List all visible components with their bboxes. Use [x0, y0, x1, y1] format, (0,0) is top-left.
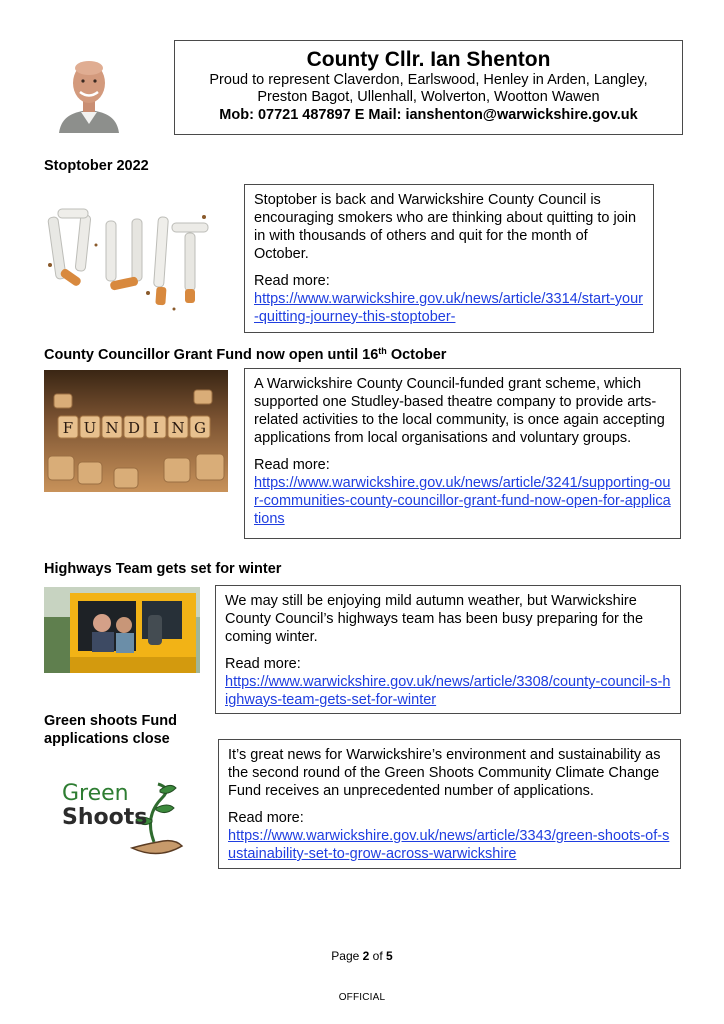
green-shoots-logo [58, 776, 190, 858]
svg-text:N: N [105, 419, 119, 437]
councillor-name: County Cllr. Ian Shenton [306, 48, 551, 71]
article-title-grant-fund: County Councillor Grant Fund now open until 16th October [44, 346, 447, 363]
article-body-stoptober: Stoptober is back and Warwickshire County Council is encouraging smokers who are thinking about quitting to join in with thousands of others and quit for the month of October. [254, 192, 637, 262]
article-link-green-shoots[interactable]: https://www.warwickshire.gov.uk/news/article/3343/green-shoots-of-sustainability-set-to-grow-across-warwickshire [228, 828, 670, 862]
article-body-grant-fund: A Warwickshire County Council-funded grant scheme, which supported one Studley-based theatre company to provide arts-related activities to the local community, is once again accepting applications from local organisations and voluntary groups. [254, 376, 665, 446]
article-title-green-shoots: Green shoots Fund applications close [44, 713, 177, 747]
logo-word-green: Green [62, 781, 129, 806]
article-box-green-shoots [218, 739, 681, 869]
wards-line-1: Proud to represent Claverdon, Earlswood, Henley in Arden, Langley, [209, 72, 648, 88]
svg-text:N: N [171, 419, 185, 437]
contact-details: Mob: 07721 487897 E Mail: ianshenton@warwickshire.gov.uk [219, 107, 638, 123]
article-box-grant-fund [244, 368, 681, 539]
read-more-label: Read more: [228, 810, 304, 826]
article-box-stoptober [244, 184, 654, 333]
funding-dice-image [44, 370, 228, 492]
wards-line-2: Preston Bagot, Ullenhall, Wolverton, Wootton Wawen [257, 89, 600, 105]
article-title-highways: Highways Team gets set for winter [44, 561, 282, 577]
svg-text:I: I [153, 419, 159, 437]
svg-text:D: D [127, 419, 141, 437]
article-body-green-shoots: It’s great news for Warwickshire’s environment and sustainability as the second round of the Green Shoots Community Climate Change Fund receives an unprecedented number of applications. [228, 747, 661, 799]
read-more-label: Read more: [254, 457, 330, 473]
councillor-header-box [174, 40, 683, 135]
article-link-stoptober[interactable]: https://www.warwickshire.gov.uk/news/article/3314/start-your-quitting-journey-this-stoptober- [254, 291, 643, 325]
classification-label: OFFICIAL [338, 992, 386, 1003]
read-more-label: Read more: [254, 273, 330, 289]
quit-cigarettes-image [44, 205, 216, 322]
read-more-label: Read more: [225, 656, 301, 672]
logo-word-shoots: Shoots [62, 805, 148, 830]
article-link-grant-fund[interactable]: https://www.warwickshire.gov.uk/news/article/3241/supporting-our-communities-county-councillor-grant-fund-now-open-for-applications [254, 475, 671, 527]
article-link-highways[interactable]: https://www.warwickshire.gov.uk/news/article/3308/county-council-s-highways-team-gets-set-for-winter [225, 674, 671, 708]
svg-text:U: U [83, 419, 97, 437]
article-box-highways [215, 585, 681, 714]
article-title-stoptober: Stoptober 2022 [44, 158, 149, 174]
svg-text:G: G [194, 419, 206, 437]
svg-text:F: F [62, 419, 74, 437]
page-number: Page 2 of 5 [331, 949, 393, 963]
gritter-lorry-image [44, 587, 200, 673]
article-body-highways: We may still be enjoying mild autumn weather, but Warwickshire County Council’s highways team has been busy preparing for the coming winter. [225, 593, 644, 645]
councillor-photo [57, 52, 121, 133]
